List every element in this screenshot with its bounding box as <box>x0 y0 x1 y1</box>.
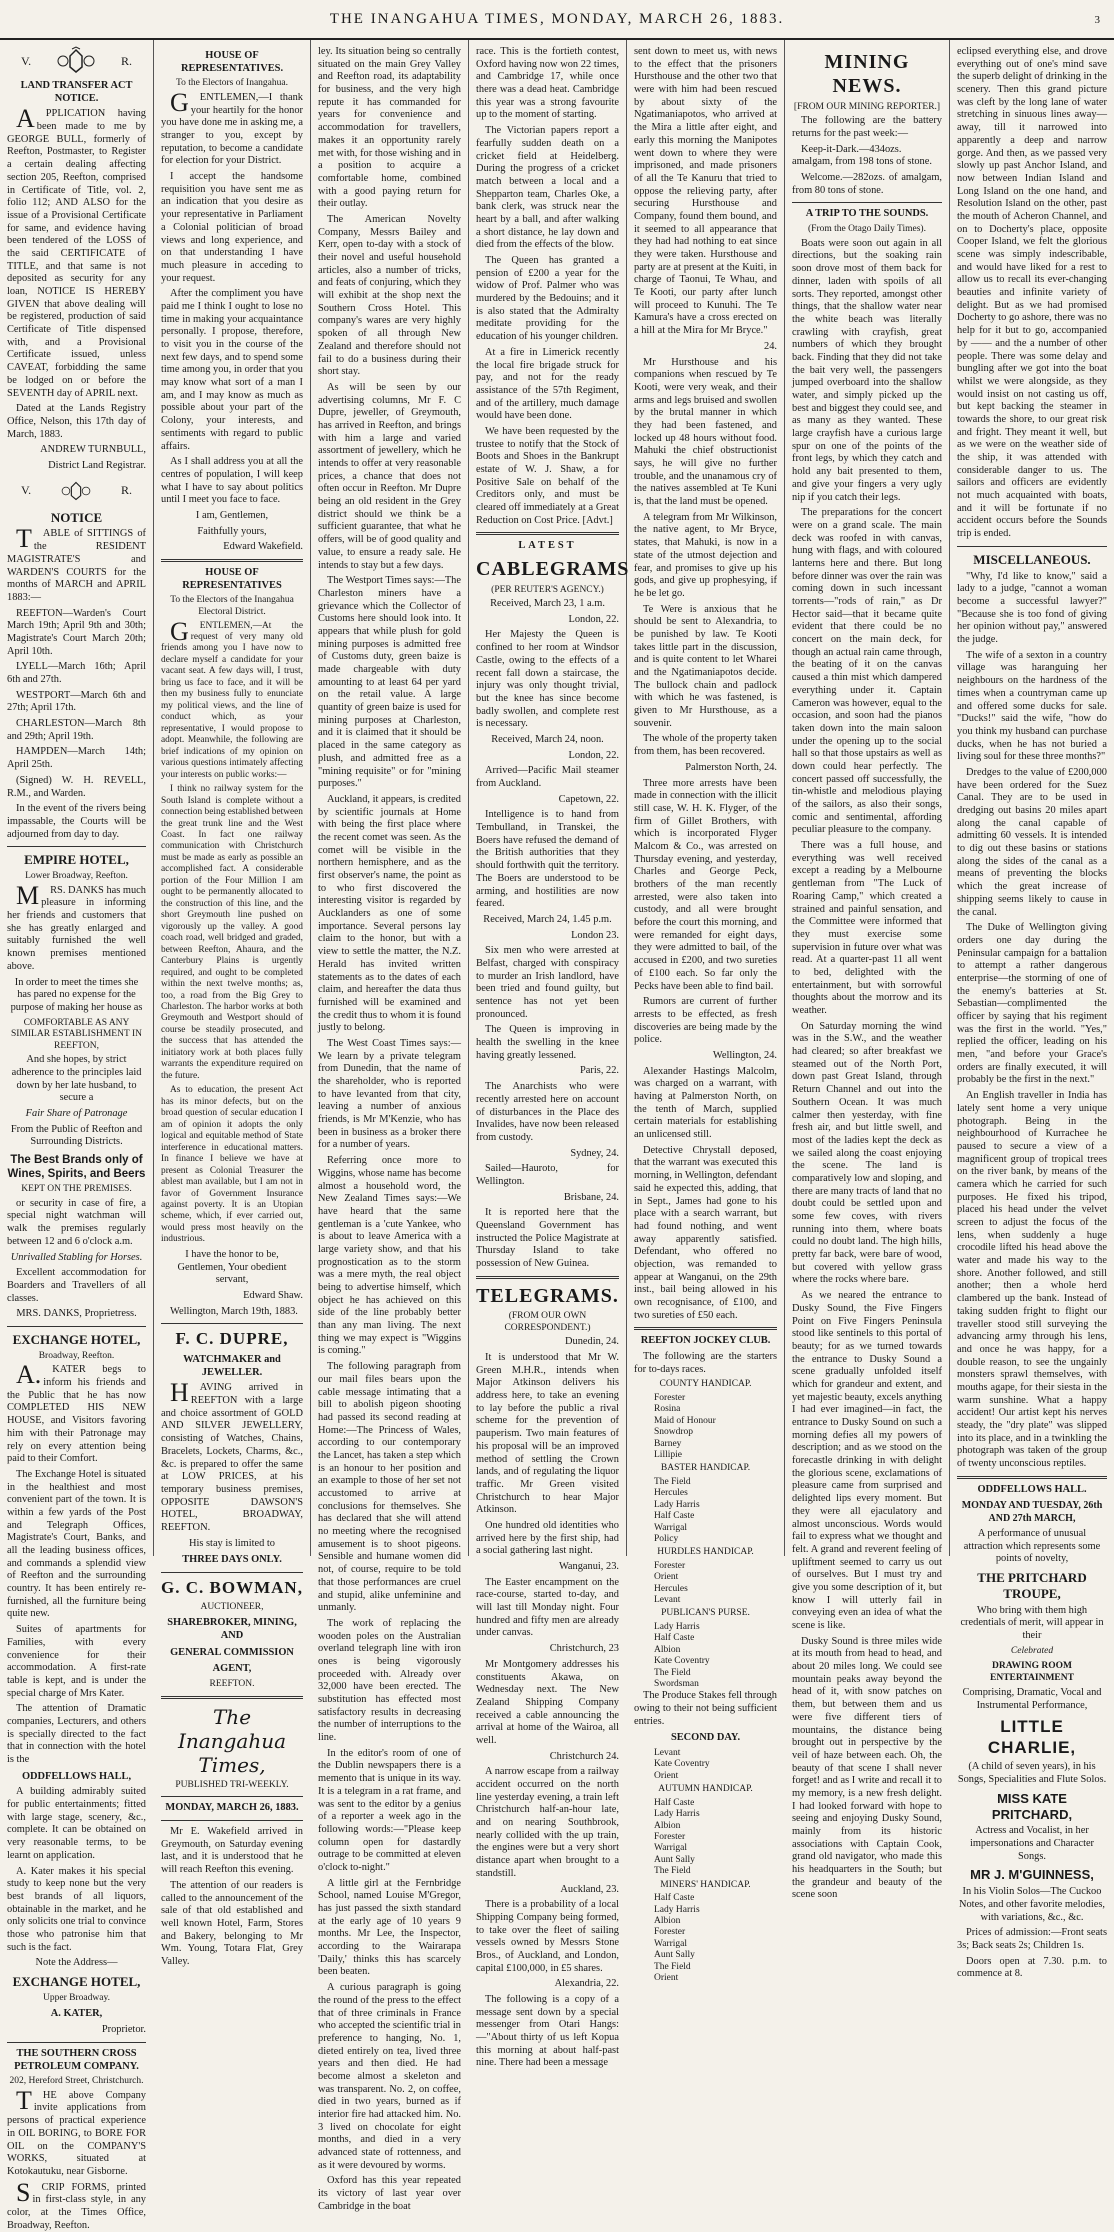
list-item: Swordsman <box>654 1678 699 1689</box>
list-item: Orient <box>654 1770 679 1781</box>
misc-5: An English traveller in India has lately sent home a very unique photograph. Being in the neighbourhood of Kurrachee he paused to secure a view of a magnificent group of tropical trees on the river bank, by means of the camera which he carried for such purposes. He fixed his tripod, placed his head under the velvet screen to adjust the focus of the lens, when suddenly a huge crocodile lifted his head above the water and made his way to the shore. Another followed, and still another; then a whole herd clambered up the bank. Instead of taking sudden fright to flight our traveller stood still surveying the advancing army through his lens, and once he was happy, for a double reason, to see the ungainly monsters sprawl themselves, with mouths agape, for their siesta in the warm sunshine. What a happy accident! Our artist kept his nerves steady, the "dry plate" was slipped into its place, and in a twinkling the photograph was taken of the group of twenty unconscious reptiles. <box>957 1090 1107 1470</box>
dupre-stay: His stay is limited to <box>188 1537 275 1549</box>
columns <box>0 40 1114 2231</box>
race-2-heading: BASTER HANDICAP. <box>660 1463 751 1474</box>
crest-v: V. <box>21 53 32 68</box>
article-text-3: A telegram from Mr Wilkinson, the native agent, to Mr Bryce, states, that Mahuki, is now in a state of the utmost dejection and fear, and promises to give up his gods, and give up prophesying, if he be let go. <box>634 511 777 599</box>
divider <box>7 846 146 847</box>
tel-2-body: The Easter encampment on the race-course, started to-day, and will last till Monday night. Four hundred and fifty men are already under canvas. <box>476 1576 619 1639</box>
list-item: Forester <box>654 1393 686 1404</box>
proprietress: MRS. DANKS, Proprietress. <box>16 1308 137 1320</box>
article-text-3: The Queen has granted a pension of £200 a year for the widow of Prof. Palmer who was murdered by the Bedouins; and it is also stated that the Admiralty meditate providing for the education of his younger children. <box>476 255 619 343</box>
kater-name: A. KATER, <box>50 2008 103 2020</box>
mining-news-heading: MINING NEWS. <box>824 51 910 98</box>
cable-6-body: Sailed—Hauroto, for Wellington. <box>476 1163 619 1187</box>
exchange-hotel-body-3: Suites of apartments for Families, with every convenience for their accommodation. A first-rate table is kept, and is under the special charge of Mrs Kater. <box>7 1624 146 1699</box>
pritchard-troupe: THE PRITCHARD TROUPE, <box>977 1569 1087 1601</box>
column-3 <box>311 40 469 2212</box>
miscellaneous-heading: MISCELLANEOUS. <box>973 551 1091 567</box>
second-day-heading: SECOND DAY. <box>670 1732 741 1744</box>
cable-2-place: London, 22. <box>568 749 619 761</box>
cable-1-place: London, 22. <box>568 613 619 625</box>
list-item: Levant <box>654 1595 681 1606</box>
kate-body: Actress and Vocalist, in her impersonations and Character Songs. <box>969 1825 1095 1862</box>
article-text-13: Oxford has this year repeated its victory of last year over Cambridge in the boat <box>318 2175 461 2212</box>
accommodation: Excellent accommodation for Boarders and Travellers of all classes. <box>7 1267 146 1304</box>
list-item: Snowdrop <box>654 1427 694 1438</box>
list-item: Half Caste <box>654 1633 695 1644</box>
exchange-hotel-heading: EXCHANGE HOTEL, <box>12 1331 141 1347</box>
list-item: Warrigal <box>654 1522 687 1533</box>
cable-7-body: It is reported here that the Queensland Government has instructed the Police Magistrate at Thursday Island to take possession of New Guinea. <box>476 1207 619 1270</box>
list-item: The Field <box>654 1961 691 1972</box>
sitting-5: HAMPDEN—March 14th; April 25th. <box>7 746 146 771</box>
misc-4: The Duke of Wellington giving orders one day during the Peninsular campaign for a battalion to attempt a rather dangerous enterprise—the storming of one of the enemy's batteries at St. Sebastian—complimented the officer by saying that his regiment was the first in the world. "Yes," replied the officer, leading on his men, "and before your Grace's orders are finally executed, it will probably be the first in the next." <box>957 922 1107 1086</box>
empire-hotel-heading: EMPIRE HOTEL, <box>24 852 129 868</box>
race-4-heading: PUBLICAN'S PURSE. <box>661 1608 750 1619</box>
list-item: Policy <box>654 1533 679 1544</box>
trip-text-6: Dusky Sound is three miles wide at its mouth from head to head, and about 20 miles long. We could see mountain peaks away beyond the head of it, with snow patches on them, but between them and us were five different tiers of mountains, the distance being brought out in perspective by the veil of haze between each. Oh, the beauty of that scene I shall never forget! and as I write and recall it to my memory, is a new fresh delight. I had looked forward with hope to seeing and enjoying Dusky Sound, mainly from its historic associations with Captain Cook, grand old navigator, who made this his headquarters in the South; but the grandeur and beauty of the scene soon <box>792 1635 942 1901</box>
divider <box>161 1796 303 1797</box>
notice-heading: NOTICE <box>50 509 103 525</box>
cable-4-place: London 23. <box>571 929 619 941</box>
bowman-sub-4: AGENT, <box>212 1663 252 1675</box>
race-1-heading: COUNTY HANDICAP. <box>659 1379 752 1390</box>
latest-heading: LATEST <box>518 540 577 552</box>
divider <box>634 1327 777 1330</box>
land-transfer-dated: Dated at the Lands Registry Office, Nelson, this 17th day of March, 1883. <box>7 403 146 440</box>
proprietor: Proprietor. <box>101 2024 146 2036</box>
cable-3-body: Intelligence is to hand from Tembulland, in Transkei, the Boers have refused the demand of the British authorities that they should forthwith quit the territory. The Boers are understood to be arming, and hostilities are now feared. <box>476 809 619 910</box>
kater-body: A. Kater makes it his special study to keep none but the very best brands of all liquors, obtainable in the market, and he only solicits one trial to convince those who patronise him that such is the fact. <box>7 1865 146 1953</box>
divider <box>161 559 303 562</box>
wakefield-body-1: GENTLEMEN,—I thank your heartily for the honor you have done me in asking me, a stranger to you, except by reputation, to become a candidate for election for your District. <box>161 87 303 167</box>
article-text-9: Detective Chrystall deposed, that the warrant was executed this morning, in Wellington, defendant said he expected this, adding, that in Sept., James had gone to his place with a search warrant, but had found nothing, and went away apparently satisfied. Defendant, who offered no objection, was remanded to appear at Wanganui, on the 29th inst., bail being allowed in his own recognisance, of £100, and two sureties of £50 each. <box>634 1144 777 1321</box>
notice-footer: In the event of the rivers being impassable, the Courts will be adjourned from day to day. <box>7 803 146 840</box>
reuter-agency: (PER REUTER'S AGENCY.) <box>491 584 604 595</box>
bowman-sub-2: SHAREBROKER, MINING, AND <box>167 1617 297 1642</box>
misc-2: The wife of a sexton in a country village was haranguing her neighbours on the hardness of the times when a countryman came up and offered some ducks for sale. "Ducks!" said the wife, "how do you think my husband can purchase ducks, when he has not buried a living soul for these three months?" <box>957 649 1107 763</box>
list-item: The Field <box>654 1476 691 1487</box>
list-item: Rosina <box>654 1404 681 1415</box>
second-day-list <box>654 1748 777 1782</box>
cable-4-body: Six men who were arrested at Belfast, charged with conspiracy to murder an Irish landlord, have been tried and found guilty, but sentence has not yet been pronounced. <box>476 945 619 1020</box>
empire-hotel-body-4: From the Public of Reefton and Surrounding Districts. <box>10 1123 143 1148</box>
tel-5-place: Alexandria, 22. <box>554 1978 619 1990</box>
exchange-hotel-body: A.KATER begs to inform his friends and the Public that he has now COMPLETED HIS NEW HOUSE, and Visitors favoring him with their Patronage may rely on every attention being paid to their Comfort. <box>7 1360 146 1465</box>
dupre-body: HAVING arrived in REEFTON with a large and choice assortment of GOLD AND SILVER JEWELLERY, consisting of Watches, Chains, Bracelets, Lockets, Charms, &c., &c. is prepared to offer the same at LOW PRICES, at his temporary business premises, OPPOSITE DAWSON'S HOTEL, BROADWAY, REEFTON. <box>161 1378 303 1533</box>
welcome-mine: Welcome.—282ozs. of amalgam, from 80 tons of stone. <box>792 172 942 196</box>
coat-of-arms-icon <box>53 46 99 76</box>
paper-title: The Inangahua Times, <box>178 1704 286 1778</box>
coat-of-arms-icon <box>53 476 99 506</box>
exchange-hotel-heading-2: EXCHANGE HOTEL, <box>12 1974 141 1990</box>
cable-5-place: Paris, 22. <box>580 1065 619 1077</box>
list-item: Kate Coventry <box>654 1656 710 1667</box>
divider <box>7 2042 146 2043</box>
mining-body: The following are the battery returns for the past week:— <box>792 115 942 140</box>
southern-cross-heading: THE SOUTHERN CROSS PETROLEUM COMPANY. <box>14 2047 139 2072</box>
article-text-11: A little girl at the Fernbridge School, named Louise M'Gregor, has just passed the sixth standard at the early age of 10 years 9 months. Mr Lee, the Inspector, according to the Wairarapa 'Daily,' thinks this has scarcely been beaten. <box>318 1877 461 1978</box>
place-2: Palmerston North, 24. <box>685 761 777 773</box>
night-watchman: or security in case of fire, a special night watchman will walk the premises regularly between 12 and 6 o'clock a.m. <box>7 1197 146 1247</box>
divider <box>476 532 619 535</box>
bowman-sub-5: REEFTON. <box>209 1679 255 1690</box>
shaw-body-4: I have the honor to be, Gentlemen, Your obedient servant, <box>177 1248 287 1286</box>
list-item: Hercules <box>654 1583 688 1594</box>
list-item: Forester <box>654 1927 686 1938</box>
shaw-body-3: As to education, the present Act has its minor defects, but on the broad question of secular education I am of opinion it adopts the only logical and equitable method of State interference in educational matters. In finance I believe we have at present as Colonial Treasurer the ablest man available, but I am not in favor of Government Insurance against poverty. It is an Utopian scheme, which, if ever carried out, would press most heavily on the industrious. <box>161 1085 303 1245</box>
performance-dates: MONDAY AND TUESDAY, 26th AND 27th MARCH, <box>961 1500 1103 1524</box>
trip-text-3: There was a full house, and everything was well received except a reading by a Melbourne gentleman from "The Luck of Roaring Camp," which created a strained and painful sensation, and the Committee were informed that they must exercise some supervision in future over what was read. At a quarter-past 11 all went to bed, delighted with the entertainment, but with sorrowful thoughts about the morrow and its weather. <box>792 840 942 1016</box>
drawing-room: DRAWING ROOM ENTERTAINMENT <box>990 1661 1074 1683</box>
comprising: Comprising, Dramatic, Vocal and Instrumental Performance, <box>962 1687 1102 1712</box>
tel-3-place-2: Christchurch 24. <box>549 1750 619 1762</box>
mcguinness-body: In his Violin Solos—The Cuckoo Notes, and other favorite melodies, with variations, &c., &c. <box>958 1886 1105 1923</box>
list-item: The Field <box>654 1667 691 1678</box>
kate-pritchard: MISS KATE PRITCHARD, <box>991 1790 1073 1822</box>
race-3-heading: HURDLES HANDICAP. <box>657 1547 754 1558</box>
divider <box>161 1323 303 1324</box>
list-item: Maid of Honour <box>654 1415 716 1426</box>
list-item: Albion <box>654 1820 681 1831</box>
telegrams-heading: TELEGRAMS. <box>476 1284 619 1307</box>
crest-r-2: R. <box>120 483 132 498</box>
tel-3-place: Christchurch, 23 <box>549 1643 619 1655</box>
cable-1-body: Her Majesty the Queen is confined to her room at Windsor Castle, owing to the effects of a recent fall down a staircase, the injury was only thought trivial, but the knee has since become badly swollen, and complete rest is necessary. <box>476 629 619 730</box>
empire-hotel-body-3: And she hopes, by strict adherence to the principles laid down by her late husband, to secure a <box>11 1054 142 1104</box>
tel-4-body: There is a probability of a local Shipping Company being formed, to take over the fleet of sailing vessels owned by Messrs Stone Bros., of Auckland, and London, capital £100,000, in £5 shares. <box>476 1899 619 1974</box>
exchange-hotel-body-4: The attention of Dramatic companies, Lecturers, and others is specially directed to the fact that in connection with the hotel is the <box>7 1703 146 1766</box>
place-3: Wellington, 24. <box>712 1049 777 1061</box>
trip-text-4: On Saturday morning the wind was in the S.W., and the weather had cleared; so after breakfast we steamed out of the North Port, down past Great Island, through Return Channel and out into the Southern Ocean. It was much calmer then yesterday, with fine fresh air, and but little swell, and most of the ladies kept the deck as we sailed along the coast enjoying the scene. The land is comparatively low and sloping, and there are many tracts of land that no doubt could be settled upon and some few coves, with rivers running into them, where boats could no doubt land. The high hills, pretty far back, were bare of wood, but covered with yellow grass where the rocks where bare. <box>792 1020 942 1286</box>
list-item: Kate Coventry <box>654 1759 710 1770</box>
column-2 <box>154 40 311 1967</box>
oddfellows-hall: ODDFELLOWS HALL, <box>21 1770 132 1782</box>
column-1 <box>0 40 154 2231</box>
admission-prices: Prices of admission:—Front seats 3s; Back seats 2s; Children 1s. <box>957 1927 1107 1952</box>
royal-crest-2 <box>21 476 132 506</box>
cable-2-body: Arrived—Pacific Mail steamer from Auckland. <box>476 765 619 790</box>
trip-text-5: As we neared the entrance to Dusky Sound, the Five Fingers Point on Five Fingers Peninsula stood like sentinels to this portal of beauty; for as we turned towards the entrance to Dusky Sound a scene gradually unfolded itself which for grandeur and extent, and yet majestic beauty, excels anything I had ever imagined—in fact, the entrance to Dusky Sound on such a morning defies all my powers of description; and as we stood on the forecastle drinking in with delight the glorious scene, exclamations of pleasure came from surprised and delighted lips every moment. But they were all ejaculatory and almost unconscious. Words would fail to express what we thought and felt. A grand and reverent feeling of upliftment seemed to carry us out of ourselves. But I must try and give you some description of it, but know I will utterly fail in conveying even an idea of what the scene is like. <box>792 1290 942 1631</box>
article-text-2: The American Novelty Company, Messrs Bailey and Kerr, open to-day with a stock of their novel and useful household articles, also a number of tricks, and feats of conjuring, which they will exhibit at the shop next the Southern Cross Hotel. This company's wares are very highly spoken of all through New Zealand and therefore should not fail to do a business during their short stay. <box>318 213 461 378</box>
southern-cross-address: 202, Hereford Street, Christchurch. <box>9 2076 144 2087</box>
southern-cross-body: THE above Company invite applications from persons of practical experience in OIL BORING, to BORE FOR OIL on the COMPANY'S WORKS, situated at Kotokautuku, near Gisborne. <box>7 2085 146 2177</box>
bowman-sub-3: GENERAL COMMISSION <box>170 1646 294 1658</box>
cable-6-place: Sydney, 24. <box>570 1147 619 1159</box>
article-text-10: In the editor's room of one of the Dublin newspapers there is a memento that is unique in its way. It is a telegram in a rat frame, and was sent to the editor by a genius of a reporter a week ago in the following words:—"Please keep column open for dastardly outrage to be committed at eleven o'clock to-night." <box>318 1747 461 1873</box>
wakefield-body-4: As I shall address you at all the centres of population, I will keep what I have to say about politics until I meet you face to face. <box>161 456 303 506</box>
shaw-body-1: GENTLEMEN,—At the request of very many old friends among you I have now to declare myself a candidate for your vacant seat. A few days will, I trust, bring us face to face, and it will be then my business fully to enunciate my political views, and the line of conduct which, as your representative, I would propose to adopt. Meanwhile, the following are brief indications of my opinion on various questions intimately affecting your interests on public works:— <box>161 616 303 780</box>
tel-5-body: The following is a copy of a message sent down by a special messenger from Otari Hangs:—"About thirty of us left Kopua this morning at about half-past nine. There had been a message <box>476 1994 619 2069</box>
trip-text-1: Boats were soon out again in all directions, but the soaking rain soon drove most of them back for dinner, laden with spoils of all sorts. They reported, amongst other things, that the shallow water near the white beach was literally crawling with crayfish, great numbers of which they brought back. Finding that they did not take the bait very well, the passengers jumped overboard into the shallow water, and simply picked up the best and biggest they could see, and as many as they wanted. These large crayfish have a curious large spur on one of the points of the front legs, by which they catch and hold any bait presented to them, and give your fingers a very ugly nip if you catch their legs. <box>792 237 942 503</box>
shaw-body-2: I think no railway system for the South Island is complete without a connection being established between the great trunk line and the West Coast. In fact one railway communication with Christchurch must be made as early as possible an accomplished fact. A considerable portion of the Four Million I am ought to be permanently allocated to the construction of this line, and the short Greymouth line pushed on vigorously up the valley. A good coach road, well bridged and graded, between Reefton, Ahaura, and the Canterbury Plains is urgently required, and ought to be completed within the next twelve months; as, too, a road from the Big Grey to Charleston. The harbor works at both Greymouth and Westport should of course be steadily prosecuted, and the success that has attended the initiatory work at both places fully warrants the expenditure required on the future. <box>161 784 303 1081</box>
house-heading: HOUSE OF REPRESENTATIVES. <box>180 50 284 74</box>
empire-hotel-address: Lower Broadway, Reefton. <box>25 871 128 882</box>
house-heading-2: HOUSE OF REPRESENTATIVES <box>182 567 282 591</box>
page-number: 3 <box>1094 14 1100 26</box>
shaw-dated: Wellington, March 19th, 1883. <box>170 1305 298 1317</box>
race-1-list <box>654 1393 777 1461</box>
trip-continued: eclipsed everything else, and drove everything out of one's mind save the superb delight of drinking in the scenery. Then this grand picture was cleft by the long lane of water stretching in sinuous lines away—away, till it narrowed into apparently a deep and narrow gorge. And then, as we passed very slowly up past Anchor Island, and now between Indian Island and Long Island on the one hand, and Resolution Island on the other, past the mouth of Acheron Channel, and on to Docherty's place, opposite Cooper Island, we felt the glorious scene was simply indescribable, and would have liked for a rest to allow us to recall its ever-changing beauties and infinite variety of delight. But as we had promised Docherty to go ashore, there was no help for it but to go, accompanied by —— and the a number of other people. There was some delay and bungling after we got into the boat whilst we were alongside, as they would insist on not casting us off, but kept backing the steamer in towards the shore, to our great risk and fright. They meant it well, but as we were on the weather side of the ship, it was attended with considerable danger to us. The sailors and officers are evidently not much acquainted with boats, and it will be fortunate if no accident occurs before the Sounds trip is ended. <box>957 46 1107 540</box>
oddfellows-body: A building admirably suited for public entertainments; fitted with large stage, scenery, &c., complete. It can be obtained on very reasonable terms, to be learnt on application. <box>7 1786 146 1861</box>
place-1: 24. <box>764 340 777 352</box>
editorial-2: The attention of our readers is called to the announcement of the sale of that old established and well known Hotel, Farm, Stores and Bakery, belonging to Mr Wm. Young, Totara Flat, Grey Valley. <box>161 1879 303 1967</box>
list-item: Lillipie <box>654 1449 682 1460</box>
mcguinness: MR J. M'GUINNESS, <box>970 1867 1094 1883</box>
tel-3-body: Mr Montgomery addresses his constituents Akawa, on Wednesday next. The New Zealand Shipping Company received a cable announcing the arrival at home of the Wairoa, all well. <box>476 1658 619 1746</box>
cable-2-received: Received, March 24, noon. <box>491 733 604 745</box>
race-4-list <box>654 1622 777 1690</box>
empire-hotel-comfort: COMFORTABLE AS ANY SIMILAR ESTABLISHMENT IN REEFTON, <box>10 1017 142 1051</box>
sitting-2: LYELL—March 16th; April 6th and 27th. <box>7 661 146 686</box>
article-text-1: ley. Its situation being so centrally situated on the main Grey Valley and Reefton road, its adaptability for business, and the very high repute it has commanded for years for convenience and accommodation for travellers, makes it an opportunity rarely met with, for those wishing and in a position to acquire a comfortable home, combined with a good paying return for their outlay. <box>318 46 461 210</box>
jockey-intro: The following are the starters for to-days races. <box>634 1351 777 1375</box>
article-text-8: Alexander Hastings Malcolm, was charged on a warrant, with having at Palmerston North, on the tenth of March, supplied certain materials for establishing an unlicensed still. <box>634 1065 777 1141</box>
sitting-4: CHARLESTON—March 8th and 29th; April 19th. <box>7 718 146 742</box>
race-5-list <box>654 1798 777 1878</box>
article-text-5: The whole of the property taken from them, has been recovered. <box>634 733 777 758</box>
wakefield-body-2: I accept the handsome requisition you have sent me as an indication that you desire as your representative in Parliament a Colonial politician of broad views and long experience, and on that understanding I have much pleasure in acceding to your request. <box>161 171 303 284</box>
article-text-1: race. This is the fortieth contest, Oxford having now won 22 times, and Cambridge 17, while once there was a dead heat. Cambridge this year was a strong favourite up to the moment of starting. <box>476 46 619 121</box>
list-item: Orient <box>654 1572 679 1583</box>
kept-on-premises: KEPT ON THE PREMISES. <box>21 1184 132 1195</box>
article-text-6: The West Coast Times says:—We learn by a private telegram from Dunedin, that the name of the shareholder, who is reported to have levanted from that city, leaving a number of anxious friends, is Mr M'Kenzie, who has been in business as a broker there for a number of years. <box>318 1037 461 1151</box>
dupre-days: THREE DAYS ONLY. <box>182 1554 282 1566</box>
dupre-heading: F. C. DUPRE, <box>175 1329 289 1349</box>
article-text-2: Mr Hursthouse and his companions when rescued by Te Kooti, were very weak, and their arms and legs bruised and swollen by the brutal manner in which they had been fastened, and locked up 48 hours without food. Mahuki the chief obstructionist says, he will give no further trouble, and the unanamous cry of the natives assembled at Te Kuni is, that the land must be opened. <box>634 356 777 508</box>
keep-it-dark: Keep-it-Dark.—434ozs. amalgam, from 198 tons of stone. <box>792 143 932 168</box>
list-item: Half Caste <box>654 1511 695 1522</box>
empire-hotel-body: MRS. DANKS has much pleasure in informing her friends and customers that she has greatly enlarged and suitably furnished the well known premises mentioned above. <box>7 880 146 972</box>
upper-broadway: Upper Broadway. <box>43 1992 110 2003</box>
article-text-4: Te Were is anxious that he should be sent to Alexandria, to be punished by law. Te Kooti takes little part in the discussion, and is quite content to let Wharei and the Ngatimaniapotos decide. The bullock chain and padlock with which he was fastened, is given to Mr Hursthouse, as a souvenir. <box>634 603 777 729</box>
column-6 <box>785 40 950 1901</box>
list-item: Aunt Sally <box>654 1854 695 1865</box>
column-7 <box>950 40 1114 1980</box>
list-item: Half Caste <box>654 1893 695 1904</box>
misc-3: Dredges to the value of £200,000 have been ordered for the Suez Canal. They are to be used in dredging out basins 20 miles apart along the canal capable of admitting 60 vessels. It is intended to dig out these basins or stations along the sides of the canal as a means of preventing the blocks which the great increase of shipping seems likely to cause in the canal. <box>957 766 1107 918</box>
list-item: Albion <box>654 1915 681 1926</box>
list-item: Forester <box>654 1832 686 1843</box>
article-text-9: The work of replacing the wooden poles on the Australian overland telegraph line with iron ones is being vigorously proceeded with. Already over 32,000 have been erected. The substitution has effected most satisfactory results in decreasing the number of interruptions to the line. <box>318 1617 461 1744</box>
exchange-hotel-body-2: The Exchange Hotel is situated in the healthiest and most convenient part of the town. It is within a few yards of the Post and Telegraph Offices, Magistrate's Court, Banks, and all the leading business offices, and commands a splendid view of Reefton and the surrounding country. It has been entirely re-furnished, all the furniture being quite new. <box>7 1468 146 1620</box>
tel-1-place: Dunedin, 24. <box>565 1336 619 1348</box>
note-address: Note the Address— <box>35 1957 118 1969</box>
cable-5-body: The Anarchists who were recently arrested here on account of disturbances in the Place des Invalides, have now been released from custody. <box>476 1081 619 1143</box>
list-item: Warrigal <box>654 1843 687 1854</box>
land-transfer-signature-title: District Land Registrar. <box>48 459 146 471</box>
wakefield-close-1: I am, Gentlemen, <box>195 509 269 521</box>
dupre-sub: WATCHMAKER and JEWELLER. <box>183 1354 281 1378</box>
article-text-4: At a fire in Limerick recently the local fire brigade struck for pay, and not for the ready assistance of the 57th Regiment, and of the artillery, much damage would have been done. <box>476 346 619 422</box>
sitting-3: WESTPORT—March 6th and 27th; April 17th. <box>7 689 146 714</box>
list-item: Lady Harris <box>654 1809 700 1820</box>
article-text-1: sent down to meet us, with news to the effect that the prisoners Hursthouse and the other two that were with him had been rescued by about sixty of the Ngatimaniapotos, who arrived at the Mira a little after eight, and early this morning the Manipotes went down to where they were imprisoned, and made prisoners of all the Te Kanuru that tried to oppose the relieving party, after securing Hursthouse and Company, found them bound, and it seemed to all appearance that they had had nothing to eat since they were taken. Hursthouse and party are at present at the Kuiti, in charge of Taonui, Te Whau, and Te Kooti, our party after lunch will proceed to Kunuhi. The Te Kamura's have a cross erected on a hill at the Mira for Mr Bryce." <box>634 46 777 337</box>
crest-r: R. <box>120 53 132 68</box>
masthead <box>0 0 1114 40</box>
column-4 <box>469 40 630 2069</box>
list-item: Forester <box>654 1560 686 1571</box>
editorial-1: Mr E. Wakefield arrived in Greymouth, on Saturday evening last, and it is understood that he will reach Reefton this evening. <box>161 1826 303 1876</box>
wakefield-close-2: Faithfully yours, <box>197 525 267 537</box>
jockey-club-heading: REEFTON JOCKEY CLUB. <box>640 1335 771 1347</box>
tel-3-body-2: A narrow escape from a railway accident occurred on the north line yesterday evening, a train left Christchurch half-an-hour late, and on nearing Southbrook, nearly collided with the up train, the engines were but a very short distance apart when brought to a standstill. <box>476 1766 619 1879</box>
bowman-sub-1: AUCTIONEER, <box>200 1601 264 1612</box>
list-item: Lady Harris <box>654 1904 700 1915</box>
oddfellows-heading: ODDFELLOWS HALL. <box>977 1483 1087 1495</box>
column-5 <box>627 40 785 1983</box>
race-2-list <box>654 1477 777 1545</box>
trip-source: (From the Otago Daily Times). <box>808 224 926 235</box>
notice-body: TABLE of SITTINGS of the RESIDENT MAGISTRATE'S and WARDEN'S COURTS for the months of MARCH and APRIL 1883:— <box>7 524 146 603</box>
article-text-6: Three more arrests have been made in connection with the illicit still case, W. H. K. Flyger, of the firm of Gillet Brothers, with which is incorporated Flyger Malcom & Co., was arrested on Thursday evening, and yesterday, Charles and George Peck, brothers of the man recently arrested, were also taken into custody, and all were brought before the court this morning, and were remanded for eight days, they were admitted to bail, of the accused in £200, and two sureties of £100 each. So far only the Pecks have been able to find bail. <box>634 777 777 992</box>
empire-hotel-patronage: Fair Share of Patronage <box>25 1108 128 1120</box>
wakefield-name: Edward Wakefield. <box>223 541 303 553</box>
list-item: Lady Harris <box>654 1622 700 1632</box>
race-6-list <box>654 1893 777 1984</box>
scrip-forms: SCRIP FORMS, printed in first-class style, in any color, at the Times Office, Broadway, Reefton. <box>7 2177 146 2231</box>
article-text-2: The Victorian papers report a fearfully sudden death on a cricket field at Heidelberg. During the progress of a cricket match between a local and a Shepparton team, Charles Oke, a bank clerk, was struck near the heart by a ball, and after walking a short distance, he lay down and died from the effects of the blow. <box>476 125 619 251</box>
trip-heading: A TRIP TO THE SOUNDS. <box>805 208 929 220</box>
shaw-name: Edward Shaw. <box>243 1289 303 1301</box>
list-item: Levant <box>654 1748 681 1759</box>
list-item: Albion <box>654 1644 681 1655</box>
paper-sub: PUBLISHED TRI-WEEKLY. <box>175 1779 289 1790</box>
little-charlie: LITTLE CHARLIE, <box>987 1716 1077 1757</box>
cable-4-body-2: The Queen is improving in health the swelling in the knee having greatly lessened. <box>476 1024 619 1061</box>
list-item: The Field <box>654 1866 691 1877</box>
divider <box>792 202 942 203</box>
to-electors-2: To the Electors of the Inangahua Electoral District. <box>170 595 294 617</box>
article-text-12: A curious paragraph is going the round of the press to the effect that of three criminals in France who accepted the scientific trial in preference to hanging, No. 1, dieted entirely on tea, lived three years and then died. He had become almost a skeleton and was transparent. No. 2, on coffee, died in two years, burned as if interior fire had attacked him. No. 3 lived on chocolate for eight months, and died in a very advanced state of rottenness, and as it were devoured by worms. <box>318 1982 461 2171</box>
race-3-list <box>654 1561 777 1607</box>
list-item: Aunt Sally <box>654 1950 695 1961</box>
own-correspondent: (FROM OUR OWN CORRESPONDENT.) <box>504 1311 591 1333</box>
land-transfer-heading: LAND TRANSFER ACT NOTICE. <box>20 80 133 104</box>
charlie-body: (A child of seven years), in his Songs, Specialities and Flute Solos. <box>957 1761 1107 1785</box>
article-text-5: Auckland, it appears, is credited by scientific journals at Home with being the first place where the recent comet was seen. As the comet will be visible in the northern hemisphere, and as the first observer's name, the point as to who first discovered the interesting visitor is regarded by Aucklanders as one of some importance. Several persons lay claim to the honor, but with a view to settle the matter, the N.Z. Herald has invited written statements as to the dates of each claim, and hereafter the data thus furnished will be examined and the credit thus to whom it is found justly to belong. <box>318 793 461 1034</box>
list-item: Orient <box>654 1972 679 1983</box>
notice-signed: (Signed) W. H. REVELL, R.M., and Warden. <box>7 774 146 799</box>
divider <box>957 1476 1107 1479</box>
divider <box>957 546 1107 547</box>
tel-1-body-2: One hundred old identities who arrived here by the first ship, had a social gathering last night. <box>476 1519 619 1557</box>
race-6-heading: MINERS' HANDICAP. <box>660 1879 751 1890</box>
article-text-7: Rumors are current of further arrests to be effected, as fresh discoveries are being made by the police. <box>634 996 777 1046</box>
divider <box>161 1820 303 1821</box>
divider <box>161 1696 303 1699</box>
produce-stakes: The Produce Stakes fell through owing to their not being sufficient entries. <box>634 1690 777 1727</box>
article-text-7: Referring once more to Wiggins, whose name has become almost a household word, the New Zealand Times says:—We have heard that the same gentleman is a 'cute Yankee, who is about to leave America with a large variety show, and that his prognostication as to the storm was a mere myth, the real object being to advertise himself, which object he has achieved on this side of the line probably better than any man living. The next thing we may expect is "Wiggins is coming." <box>318 1155 461 1357</box>
tel-2-place: Wanganui, 23. <box>558 1561 619 1573</box>
article-text-4: The Westport Times says:—The Charleston miners have a grievance which the Collector of Customs here should look into. It appears that while plush for gold mining purposes is admitted free of Customs duty, green baize is made chargeable with duty amounting to at least 64 per yard on the retail value. A large quantity of green baize is used for mining purposes at Charleston, and it is claimed that it should be placed in the same category as plush, and admitted free as a "mining requisite" or for "mining purposes." <box>318 575 461 790</box>
divider <box>476 1276 619 1279</box>
list-item: Lady Harris <box>654 1499 700 1510</box>
bowman-heading: G. C. BOWMAN, <box>161 1578 303 1598</box>
cablegrams-heading: CABLEGRAMS <box>476 558 630 581</box>
royal-crest <box>21 46 132 76</box>
land-transfer-signature: ANDREW TURNBULL, <box>40 444 146 456</box>
cable-1-received: Received, March 23, 1 a.m. <box>490 598 605 610</box>
divider <box>161 1572 303 1573</box>
misc-1: "Why, I'd like to know," said a lady to a judge, "cannot a woman become a successful lawyer?" "Because she is too fond of giving her opinion without pay," answered the judge. <box>957 570 1107 646</box>
article-text-3: As will be seen by our advertising columns, Mr F. C Dupre, jeweller, of Greymouth, has arrived in Reefton, and brings with him a large and varied assortment of jewellery, which he intends to offer at very reasonable prices, a chance that does not often occur in Reefton. Mr Dupre being an old resident in the Grey district should we think be a sufficient guarantee, that what he offers, will be of good quality and value, to ensure a ready sale. He intends to stay but a few days. <box>318 381 461 571</box>
exchange-hotel-address: Broadway, Reefton. <box>38 1350 115 1361</box>
masthead-title: THE INANGAHUA TIMES, MONDAY, MARCH 26, 1883. <box>329 10 785 27</box>
empire-hotel-body-2: In order to meet the times she has pared no expense for the purpose of making her house as <box>10 976 143 1013</box>
list-item: Hercules <box>654 1488 688 1499</box>
tel-4-place: Auckland, 23. <box>560 1883 619 1895</box>
article-text-8: The following paragraph from our mail files bears upon the cable message intimating that a bill to abolish pigeon shooting had passed its second reading at Home:—The Princess of Wales, according to our contemporary the Lancet, has taken a step which is an honour to her position and an example to those of her set not accustomed to arrive at conclusions for themselves. She has declared that she will attend no meeting where the recognised amusement is to shoot pigeons. Sensible and humane women did not, of course, require to be told that those performances are cruel and stupid, alike unfeminine and unmanly. <box>318 1361 461 1614</box>
celebrated: Celebrated <box>1010 1645 1054 1656</box>
list-item: Half Caste <box>654 1797 695 1808</box>
tel-1-body: It is understood that Mr W. Green M.H.R., intends when Major Atkinson delivers his address here, to take an evening to lay before the public a rival scheme for the prevention of pauperism. Two main features of his proposal will be an improved method of settling the Crown lands, and of regulating the liquor traffic. Mr Green visited Christchurch to hear Major Atkinson. <box>476 1352 619 1516</box>
paper-date: MONDAY, MARCH 26, 1883. <box>165 1802 299 1814</box>
land-transfer-body: APPLICATION having been made to me by GEORGE BULL, formerly of Reefton, Postmaster, to Register a certain dealing affecting section 205, Reefton, comprised in Certificate of Title, vol. 2, folio 112; AND ALSO for the issue of a Provisional Certificate for same, and evidence having been tendered of the LOSS of the said CERTIFICATE of TITLE, and that same is not deposited as security for any loan, NOTICE IS HEREBY GIVEN that above dealing will be registered, production of said Certificate of Title dispensed with, and a Provisional Certificate issued, unless CAVEAT, forbidding the same be lodged on or before the SEVENTH day of APRIL next. <box>7 104 146 399</box>
article-text-5: We have been requested by the trustee to notify that the Stock of Boots and Shoes in the Bankrupt estate of W. J. Shaw, a for Positive Sale on behalf of the Creditors only, and must be cleared off immediately at a Great Reduction on Cost Price. [Advt.] <box>476 425 619 526</box>
mining-reporter: [FROM OUR MINING REPORTER.] <box>793 101 941 112</box>
trip-text-2: The preparations for the concert were on a grand scale. The main deck was roofed in with canvas, hung with flags, and with coloured lanterns here and there. But long before dinner was over the rain was coming down in such incessant torrents—"rods of rain," as Dr Hector said—that it became quite evident that there could be no concert on the main deck, for though an actual rain came through, the beating of it on the canvas caused a thin mist which dampered everything under it. Captain Cameron was however, equal to the occasion, and soon had the pianos taken down into the main saloon under the opening up to the social hall so that those upstairs as well as down could hear perfectly. The concert passed off successfully, the tin-whistle and melodious playing of the sailors, as also their songs, comic and sentimental, affording peculiar pleasure to the company. <box>792 507 942 836</box>
crest-v-2: V. <box>21 483 32 498</box>
troupe-body: Who bring with them high credentials of merit, will appear in their <box>960 1604 1104 1642</box>
doors-open: Doors open at 7.30. p.m. to commence at 8. <box>957 1955 1107 1980</box>
divider <box>7 1326 146 1327</box>
to-electors: To the Electors of Inangahua. <box>176 78 288 89</box>
list-item: Barney <box>654 1438 682 1449</box>
cable-7-place: Brisbane, 24. <box>563 1191 619 1203</box>
performance-announce: A performance of unusual attraction which represents some points of novelty, <box>963 1527 1101 1565</box>
sitting-1: REEFTON—Warden's Court March 19th; April 9th and 30th; Magistrate's Court March 20th; April 10th. <box>7 607 146 657</box>
best-brands: The Best Brands only of Wines, Spirits, and Beers <box>7 1154 146 1181</box>
wakefield-body-3: After the compliment you have paid me I think I ought to lose no time in making your acquaintance personally. I propose, therefore, to visit you in the course of the next few days, and to spend some time among you, in order that you may know what sort of a man I am, and I may know as much as possible about your part of the Colony, your interests, and sentiments with regard to public affairs. <box>161 288 303 452</box>
race-5-heading: AUTUMN HANDICAP. <box>658 1784 753 1795</box>
cable-4-received: Received, March 24, 1.45 p.m. <box>483 913 612 925</box>
stabling: Unrivalled Stabling for Horses. <box>10 1251 143 1263</box>
list-item: Warrigal <box>654 1938 687 1949</box>
cable-3-place: Capetown, 22. <box>558 793 619 805</box>
